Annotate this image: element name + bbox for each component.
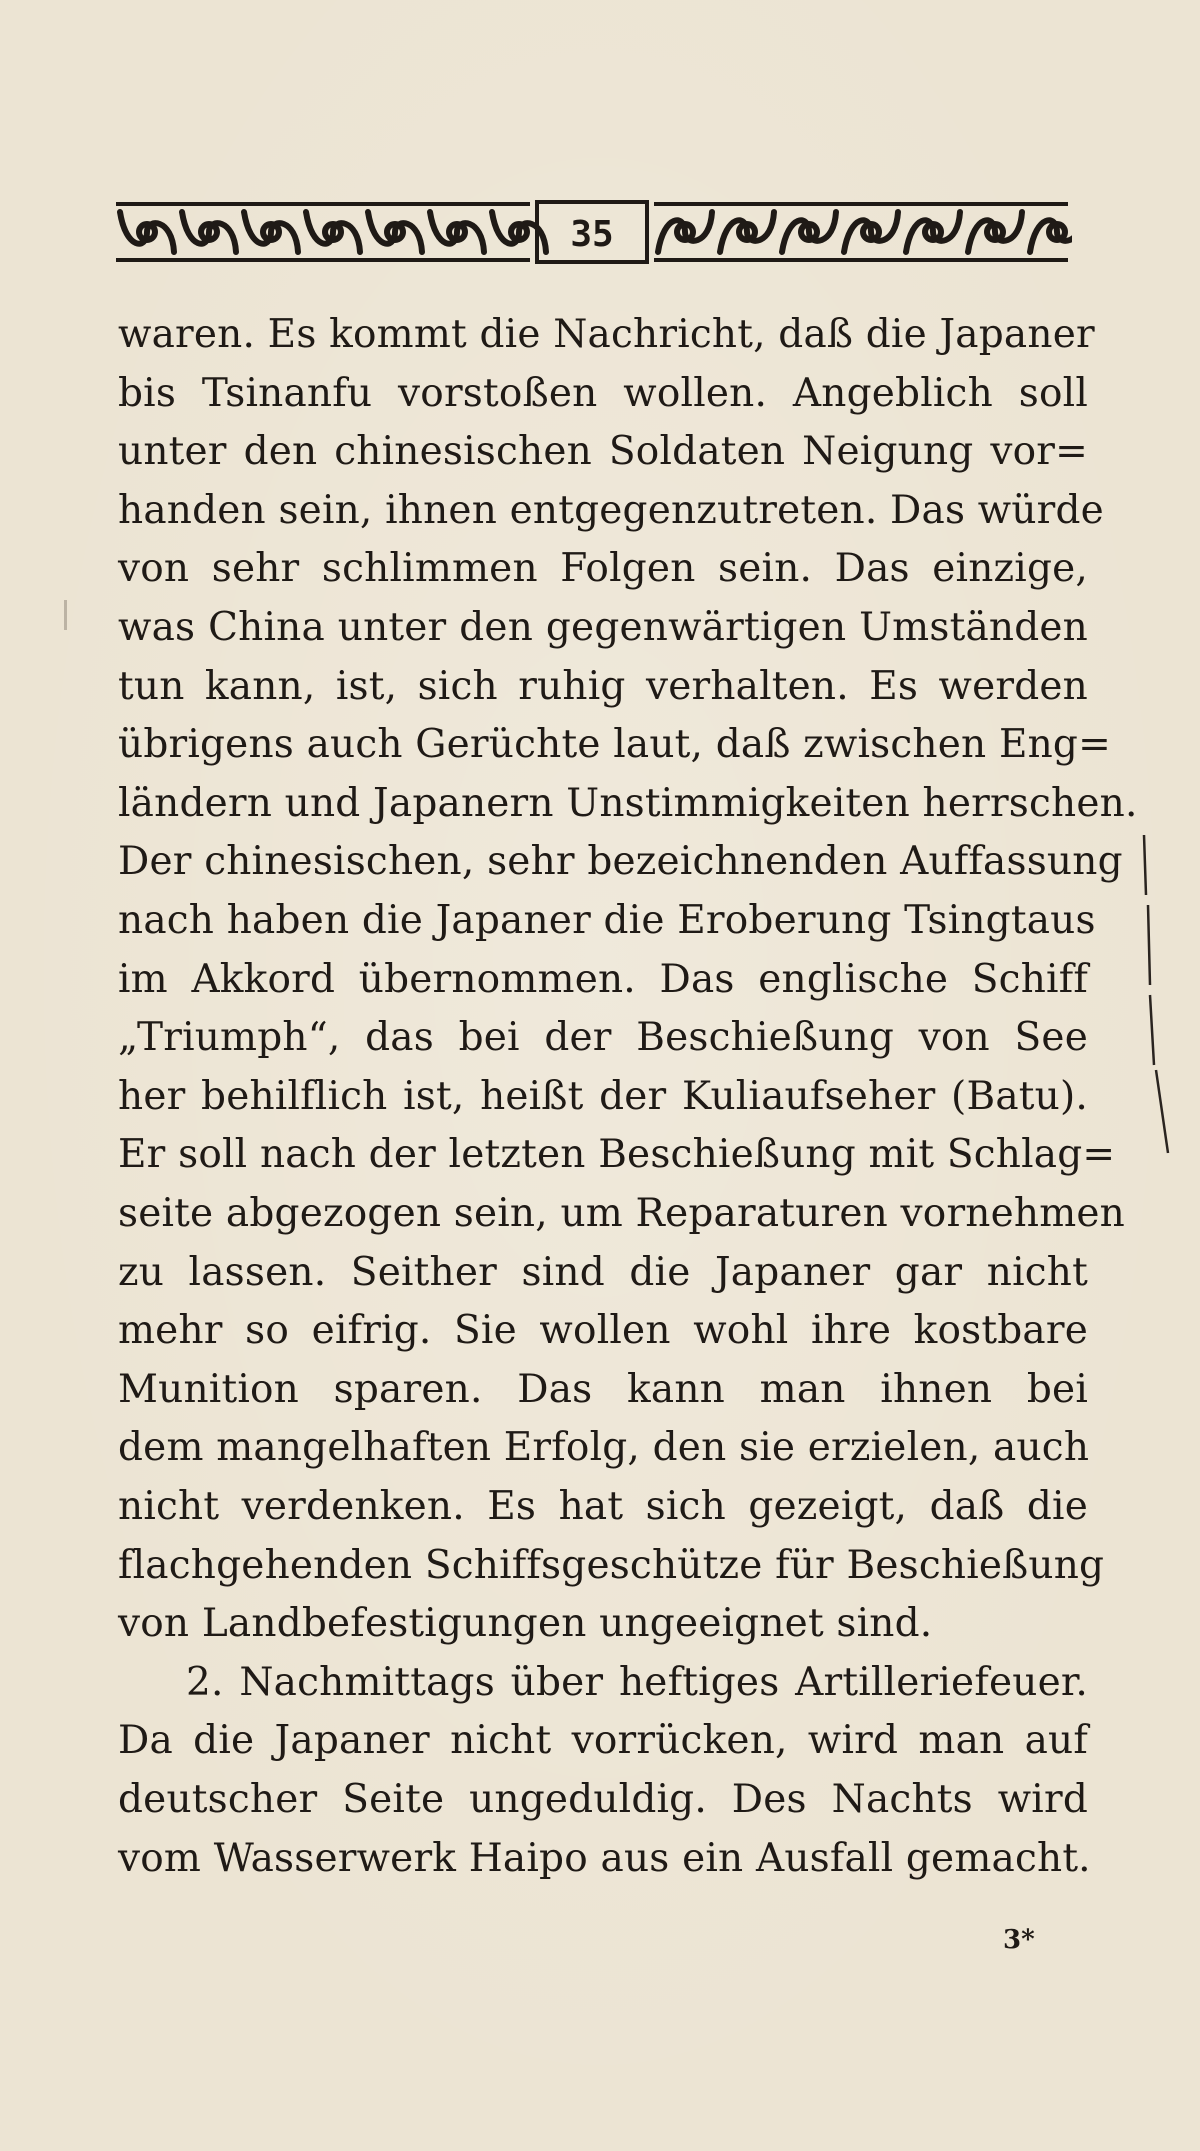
- text-line: flachgehenden Schiffsgeschütze für Beschießung: [118, 1542, 1105, 1588]
- text-line: vom Wasserwerk Haipo aus ein Ausfall gemacht.: [118, 1835, 1091, 1881]
- ornament-rule: [116, 202, 530, 206]
- ornament-scroll: [430, 212, 484, 252]
- text-line: mehr so eifrig. Sie wollen wohl ihre kostbare: [118, 1308, 1088, 1354]
- ornament-scroll: [906, 212, 960, 252]
- text-line: zu lassen. Seither sind die Japaner gar nicht: [118, 1249, 1088, 1295]
- text-line: deutscher Seite ungeduldig. Des Nachts wird: [118, 1777, 1088, 1822]
- ornament-scroll: [782, 212, 836, 252]
- text-line: dem mangelhaften Erfolg, den sie erzielen, auch: [118, 1425, 1090, 1471]
- text-line: 2. Nachmittags über heftiges Artilleriefeuer.: [186, 1659, 1088, 1705]
- ornament-rule: [116, 258, 530, 262]
- ornament-scroll: [368, 212, 422, 252]
- text-line: nicht verdenken. Es hat sich gezeigt, daß die: [118, 1484, 1088, 1529]
- margin-pencil-mark: [1138, 835, 1178, 1155]
- text-line: ländern und Japanern Unstimmigkeiten herrschen.: [118, 780, 1138, 826]
- text-line: von sehr schlimmen Folgen sein. Das einzige,: [118, 546, 1088, 592]
- ornament-rule: [654, 258, 1068, 262]
- ornament-scroll: [968, 212, 1022, 252]
- page-number: 35: [570, 214, 614, 255]
- text-line: tun kann, ist, sich ruhig verhalten. Es werden: [118, 663, 1088, 709]
- ornament-rule: [654, 202, 1068, 206]
- ornament-scroll: [120, 212, 174, 252]
- ornament-scroll: [244, 212, 298, 252]
- text-line: Er soll nach der letzten Beschießung mit Schlag=: [118, 1132, 1116, 1178]
- text-line: Da die Japaner nicht vorrücken, wird man auf: [118, 1718, 1088, 1764]
- ornament-scroll: [658, 212, 712, 252]
- text-line: was China unter den gegenwärtigen Umständen: [118, 605, 1088, 650]
- text-line: waren. Es kommt die Nachricht, daß die Japaner: [118, 312, 1095, 357]
- ornament-scroll: [1030, 212, 1072, 252]
- text-line: von Landbefestigungen ungeeignet sind.: [118, 1601, 933, 1647]
- ornament-scroll: [720, 212, 774, 252]
- text-line: her behilflich ist, heißt der Kuliaufseher (Batu).: [118, 1073, 1088, 1119]
- text-line: seite abgezogen sein, um Reparaturen vornehmen: [118, 1191, 1125, 1236]
- ornament-left: [116, 202, 546, 262]
- text-line: Munition sparen. Das kann man ihnen bei: [118, 1366, 1088, 1412]
- text-line: Der chinesischen, sehr bezeichnenden Auffassung: [118, 839, 1123, 885]
- text-line: unter den chinesischen Soldaten Neigung vor=: [118, 429, 1088, 475]
- signature-mark: 3*: [1003, 1925, 1035, 1955]
- ornament-right: [654, 202, 1072, 262]
- text-line: „Triumph“, das bei der Beschießung von See: [118, 1015, 1088, 1061]
- ornamental-border: [112, 196, 1072, 268]
- page-header-ornament: [112, 196, 1072, 268]
- text-line: im Akkord übernommen. Das englische Schiff: [118, 956, 1088, 1002]
- text-line: nach haben die Japaner die Eroberung Tsingtaus: [118, 898, 1096, 943]
- ornament-scroll: [306, 212, 360, 252]
- ornament-scroll: [844, 212, 898, 252]
- paper-speck: [64, 600, 67, 630]
- text-line: handen sein, ihnen entgegenzutreten. Das würde: [118, 487, 1104, 533]
- text-line: übrigens auch Gerüchte laut, daß zwischen Eng=: [118, 722, 1111, 768]
- text-line: bis Tsinanfu vorstoßen wollen. Angeblich soll: [118, 370, 1088, 416]
- ornament-scroll: [182, 212, 236, 252]
